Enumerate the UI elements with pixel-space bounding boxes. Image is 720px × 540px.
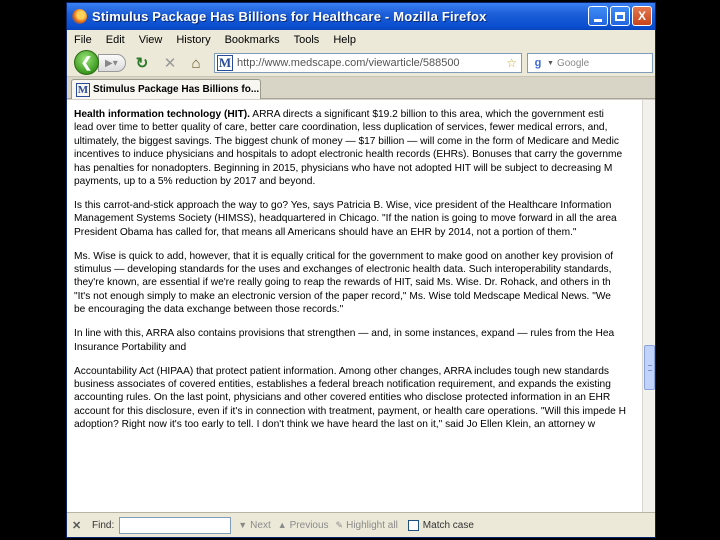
tab-title: Stimulus Package Has Billions fo...	[93, 84, 260, 95]
find-next-button[interactable]: ▼ Next	[238, 519, 271, 531]
maximize-button[interactable]	[610, 6, 630, 26]
page-content	[67, 100, 643, 514]
find-label: Find:	[92, 519, 115, 531]
article-line: business associates of covered entities, establishes a federal breach notification requirement, and expands the existing	[74, 378, 611, 390]
paragraph-hipaa-intro	[74, 327, 643, 354]
article-line: lead over time to better quality of care, better care coordination, less duplication of services, fewer medical errors, and,	[74, 122, 608, 134]
down-arrow-icon: ▼	[238, 520, 248, 530]
search-box[interactable]	[527, 53, 653, 73]
article-line: account for this disclosure, even if it's in connection with treatment, payment, or health care operations. "Will this impede H	[74, 405, 626, 417]
menu-bookmarks[interactable]: Bookmarks	[224, 33, 280, 46]
forward-arrow-icon: ▶▾	[105, 57, 118, 69]
find-close-icon[interactable]: ✕	[72, 519, 82, 532]
close-button[interactable]	[632, 6, 652, 26]
article-line: Accountability Act (HIPAA) that protect patient information. Among other changes, ARRA includes tough new standards	[74, 365, 609, 377]
article-line: incentives to induce physicians and hospitals to adopt electronic health records (EHRs). Bonuses that carry the governme	[74, 149, 623, 161]
menu-edit[interactable]: Edit	[105, 33, 125, 46]
scroll-grip-icon	[648, 365, 652, 371]
navigation-toolbar	[67, 49, 655, 77]
title-bar[interactable]	[67, 3, 655, 30]
article-line: President Obama has called for, that means all Americans should have an EHR by 2014, not a portion of them."	[74, 226, 577, 238]
find-previous-button[interactable]: ▲ Previous	[277, 519, 329, 531]
article-line: has penalties for nonadopters. Beginning in 2015, physicians who have not adopted HIT will be subject to decreasing M	[74, 162, 613, 174]
reload-icon[interactable]: ↻	[135, 55, 149, 72]
minimize-button[interactable]	[588, 6, 608, 26]
google-engine-icon[interactable]: g	[534, 57, 542, 69]
menu-history[interactable]: History	[176, 33, 211, 46]
article-line: stimulus — developing standards for the uses and exchanges of electronic health data. Such interoperability standards,	[74, 264, 612, 276]
article-line: accounting rules. On the last point, physicians and other covered entities who disclose protected information in an EHR	[74, 392, 611, 404]
paragraph-carrot-stick	[74, 199, 643, 239]
browser-window	[66, 2, 656, 538]
section-heading: Health information technology (HIT).	[74, 109, 251, 120]
url-text: http://www.medscape.com/viewarticle/588500	[237, 57, 460, 69]
match-case-checkbox[interactable]: Match case	[408, 520, 474, 531]
article-line: Health information technology (HIT). ARRA directs a significant $19.2 billion to this area, which the government esti	[74, 109, 604, 120]
article-body	[74, 108, 643, 442]
highlight-icon: ✎	[335, 519, 344, 530]
back-arrow-icon: ❮	[80, 54, 93, 70]
up-arrow-icon: ▲	[277, 520, 287, 530]
engine-dropdown-icon[interactable]: ▼	[547, 59, 554, 67]
forward-button[interactable]	[98, 54, 126, 72]
article-line: ultimately, the biggest savings. The biggest chunk of money — $17 billion — will come in the form of Medicare and Medic	[74, 135, 619, 147]
search-placeholder: Google	[556, 57, 590, 69]
article-line: Management Systems Society (HIMSS), headquartered in Chicago. "If the nation is going to move forward in all the area	[74, 213, 617, 225]
article-line: Insurance Portability and	[74, 341, 187, 353]
article-line: they're known, are essential if we're really going to reap the rewards of HIT, said Ms. Wise. Dr. Rohack, and others in th	[74, 277, 611, 289]
firefox-icon	[72, 9, 87, 24]
site-favicon-icon: M	[218, 55, 232, 70]
menu-view[interactable]: View	[138, 33, 163, 46]
bookmark-star-icon[interactable]: ☆	[506, 56, 517, 70]
tab-favicon-icon: M	[77, 83, 89, 96]
paragraph-hipaa	[74, 365, 643, 432]
tab-active[interactable]	[71, 79, 261, 99]
scrollbar-thumb[interactable]	[644, 345, 655, 390]
highlight-all-button[interactable]: ✎ Highlight all	[335, 519, 398, 531]
article-line: Ms. Wise is quick to add, however, that it is equally critical for the government to make good on another key provision of	[74, 250, 614, 262]
menu-help[interactable]: Help	[333, 33, 356, 46]
paragraph-standards	[74, 250, 643, 317]
checkbox-box	[408, 520, 419, 531]
article-line: In line with this, ARRA also contains provisions that strengthen — and, in some instances, expand — rules from the Hea	[74, 328, 615, 340]
tab-bar	[67, 77, 655, 99]
article-line: Is this carrot-and-stick approach the way to go? Yes, says Patricia B. Wise, vice president of the Healthcare Information	[74, 199, 612, 211]
article-line: "It's not enough simply to make an electronic version of the paper record," Ms. Wise told Medscape Medical News. "We	[74, 290, 611, 302]
find-input[interactable]	[119, 517, 231, 534]
minimize-icon	[594, 19, 602, 22]
menu-tools[interactable]: Tools	[293, 33, 320, 46]
url-bar[interactable]	[214, 53, 522, 73]
menu-file[interactable]: File	[74, 33, 92, 46]
article-line: payments, up to a 5% reduction by 2017 and beyond.	[74, 176, 316, 188]
back-button[interactable]	[74, 50, 99, 75]
paragraph-hit	[74, 108, 643, 188]
article-line: be encouraging the data exchange between those records."	[74, 304, 344, 316]
close-icon: X	[637, 9, 646, 23]
stop-icon[interactable]: ✕	[163, 55, 177, 72]
window-title: Stimulus Package Has Billions for Healthcare - Mozilla Firefox	[92, 9, 487, 24]
home-icon[interactable]: ⌂	[191, 54, 201, 72]
article-line: adoption? Right now it's too early to tell. I don't think we have heard the last on it," said Jo Ellen Klein, an attorney w	[74, 419, 596, 431]
maximize-icon	[615, 12, 625, 21]
find-bar	[67, 512, 655, 537]
menu-bar	[67, 30, 655, 49]
vertical-scrollbar[interactable]	[642, 100, 655, 514]
